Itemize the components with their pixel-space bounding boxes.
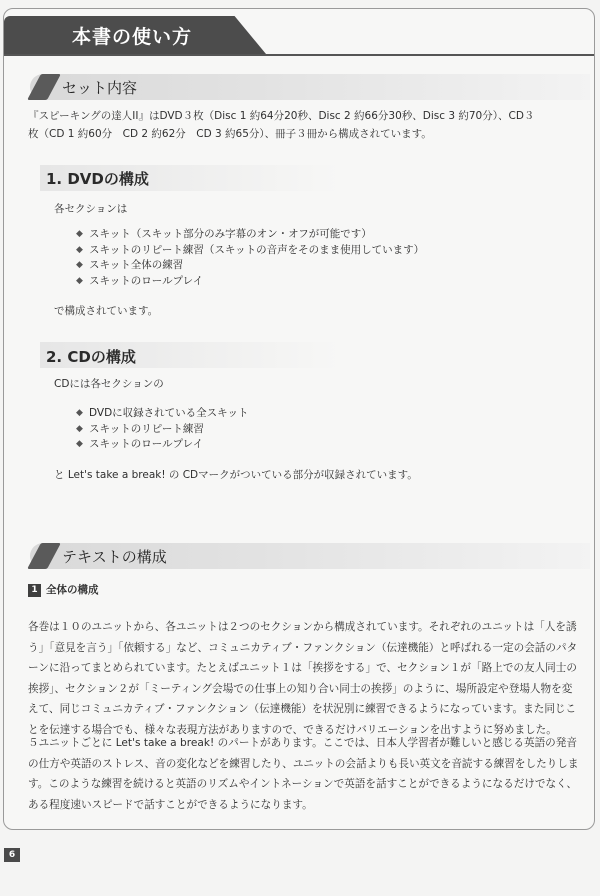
cd-heading: 2. CDの構成 xyxy=(46,348,136,366)
dvd-closing: で構成されています。 xyxy=(54,305,159,317)
diamond-bullet-icon: ◆ xyxy=(76,244,83,255)
subsection-heading: 全体の構成 xyxy=(46,584,99,596)
list-item: ◆ スキットのロールプレイ xyxy=(76,274,424,290)
list-item: ◆ スキット（スキット部分のみ字幕のオン・オフが可能です） xyxy=(76,227,424,243)
slash-decoration xyxy=(27,74,61,100)
diamond-bullet-icon: ◆ xyxy=(76,260,83,270)
slash-decoration xyxy=(27,543,61,569)
list-item: ◆ DVDに収録されている全スキット xyxy=(76,406,248,422)
page-number: 6 xyxy=(4,848,20,862)
cd-closing: と Let's take a break! の CDマークがついている部分が収録されています。 xyxy=(54,469,418,481)
paragraph-2: ５ユニットごとに Let's take a break! のパートがあります。ここでは、日本人学習者が難しいと感じる英語の発音 の仕方や英語のストレス、音の変化などを練習したり、ユニットの会話よりも長い英文を音読する練習をしたりしま す。このような練習を続けると英語のリズムやイントネーションで英語を話すことができるようになるだけでなく、 ある程度速いスピードで話すことができるようになります。 xyxy=(28,737,579,811)
cd-item-list xyxy=(76,406,248,453)
intro-line-1: 『スピーキングの達人II』はDVD３枚（Disc 1 約64分20秒、Disc 2 約66分30秒、Disc 3 約70分）、CD３ xyxy=(28,110,535,122)
diamond-bullet-icon: ◆ xyxy=(76,408,83,418)
dvd-lead: 各セクションは xyxy=(54,203,128,215)
title-underline xyxy=(4,54,594,56)
subsection-number-badge: 1 xyxy=(28,584,41,597)
diamond-bullet-icon: ◆ xyxy=(76,275,83,286)
list-item: ◆ スキットのロールプレイ xyxy=(76,437,248,453)
list-item: ◆ スキット全体の練習 xyxy=(76,258,424,274)
paragraph-1: 各巻は１０のユニットから、各ユニットは２つのセクションから構成されています。それぞれのユニットは「人を誘 う」「意見を言う」「依頼する」など、コミュニカティブ・ファンクション（伝達機能）と呼ばれる一定の会話のパタ ーンに沿ってまとめられています。たとえばユニット１は「挨拶をする」で、セクション１が「路上での友人同士の 挨拶」、セクション２が「ミーティング会場での仕事上の知り合い同士の挨拶」のように、場所設定や登場人物を変 えて、同じコミュニカティブ・ファンクション（伝達機能）を状況別に練習できるようになっています。また同じこ とを伝達する場合でも、様々な表現方法がありますので、できるだけバリエーションを出すように努めました。 xyxy=(28,621,578,736)
diamond-bullet-icon: ◆ xyxy=(76,423,83,434)
section-heading-text-structure xyxy=(30,543,590,569)
section-heading-label: テキストの構成 xyxy=(62,548,167,566)
list-item: ◆ スキットのリピート練習（スキットの音声をそのまま使用しています） xyxy=(76,243,424,259)
dvd-item-list xyxy=(76,227,424,289)
page-title: 本書の使い方 xyxy=(72,26,193,48)
cd-lead: CDには各セクションの xyxy=(54,378,164,390)
section-heading-label: セット内容 xyxy=(62,79,138,97)
diamond-bullet-icon: ◆ xyxy=(76,439,83,449)
list-item: ◆ スキットのリピート練習 xyxy=(76,422,248,438)
section-heading-set-contents xyxy=(30,74,590,100)
intro-line-2: 枚（CD 1 約60分 CD 2 約62分 CD 3 約65分）、冊子３冊から構成されています。 xyxy=(28,128,432,140)
diamond-bullet-icon: ◆ xyxy=(76,229,83,239)
dvd-heading: 1. DVDの構成 xyxy=(46,170,149,188)
